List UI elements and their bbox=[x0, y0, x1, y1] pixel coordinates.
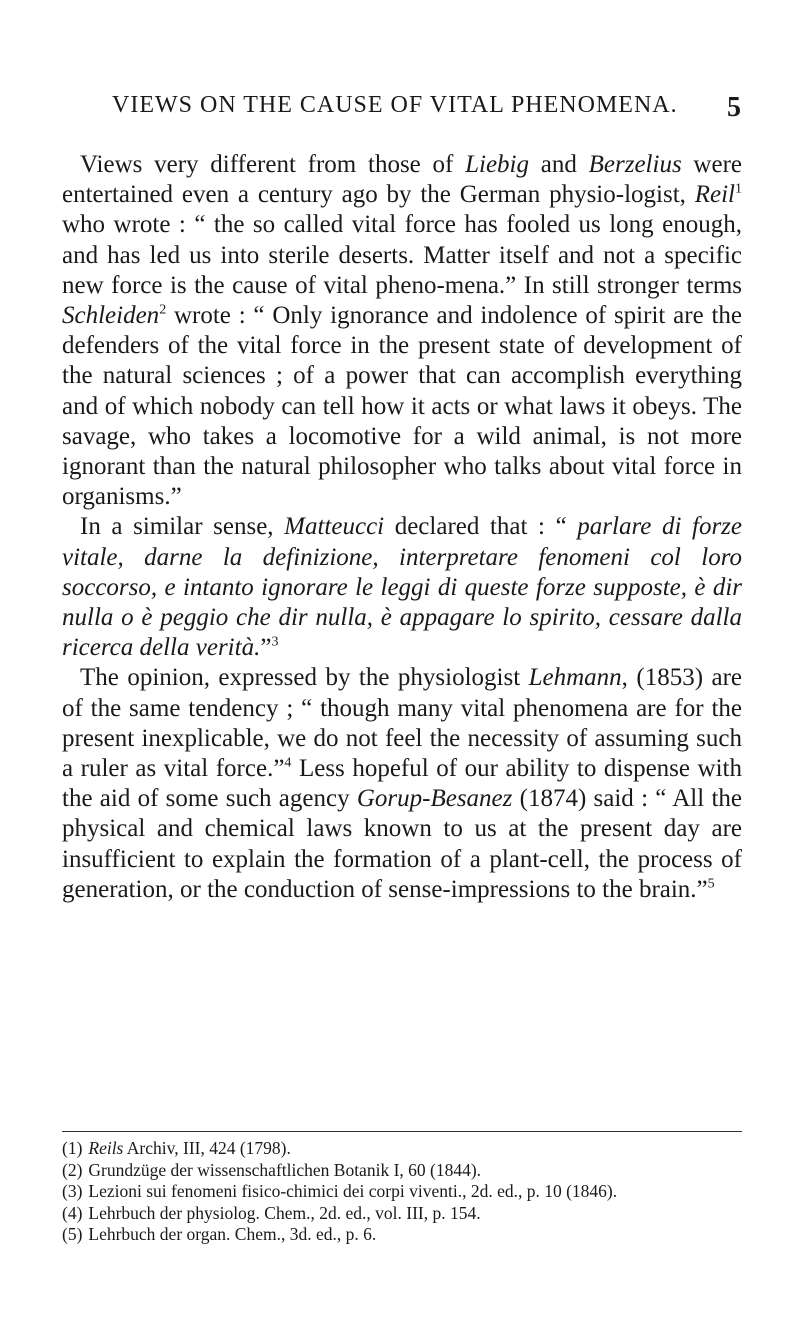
body-text bbox=[62, 150, 742, 905]
footnote-ref-2: 2 bbox=[159, 302, 167, 318]
name-gorup-besanez: Gorup-Besanez bbox=[356, 785, 513, 813]
name-reil: Reil bbox=[694, 181, 735, 209]
footnote: (4) Lehrbuch der physiolog. Chem., 2d. ed., vol. III, p. 154. bbox=[62, 1202, 481, 1223]
paragraph-2: In a similar sense, Matteucci declared that : “ parlare di forze vitale, darne la definizione, interpretare fenomeni col loro soccorso, e intanto ignorare le leggi di queste forze supposte, è dir nulla o è peggio che dir nulla, è appagare lo spirito, cessare dalla ricerca della verità.”$^3$ bbox=[62, 513, 742, 662]
footnote-ref-4: 4 bbox=[284, 755, 292, 771]
name-matteucci: Matteucci bbox=[284, 513, 385, 541]
paragraph-1: Views very different from those of Liebig and Berzelius were entertained even a century ago by the German physio-logist, Reil$^1$ who wrote : “ the so called vital force has fooled us long enough, and has led us into sterile deserts. Matter itself and not a specific new force is the cause of vital pheno-mena.” In still stronger terms Schleiden$^2$ wrote : “ Only ignorance and indolence of spirit are the defenders of the vital force in the present state of development of the natural sciences ; of a power that can accomplish everything and of which nobody can tell how it acts or what laws it obeys. The savage, who takes a locomotive for a wild animal, is not more ignorant than the natural philosopher who talks about vital force in organisms.” bbox=[62, 151, 742, 511]
footnote-ref-5: 5 bbox=[707, 876, 715, 892]
footnote-ref-1: 1 bbox=[735, 181, 742, 197]
running-head bbox=[112, 92, 742, 123]
footnote: (5) Lehrbuch der organ. Chem., 3d. ed., p. 6. bbox=[62, 1224, 377, 1244]
footnote: (2) Grundzüge der wissenschaftlichen Botanik I, 60 (1844). bbox=[62, 1159, 482, 1180]
name-liebig: Liebig bbox=[465, 151, 530, 178]
italian-quote: parlare di forze vitale, darne la definizione, interpretare fenomeni col loro soccorso, e intanto ignorare le leggi di queste forze supposte, è dir nulla o è peggio che dir nulla, è appagare lo spirito, cessare dalla ricerca della verità. bbox=[62, 513, 742, 662]
footnote-ref-3: 3 bbox=[271, 634, 279, 650]
footnote: (3) Lezioni sui fenomeni fisico-chimici dei corpi viventi., 2d. ed., p. 10 (1846). bbox=[62, 1181, 618, 1201]
page-number: 5 bbox=[727, 92, 742, 123]
name-schleiden: Schleiden bbox=[62, 302, 160, 330]
name-berzelius: Berzelius bbox=[588, 151, 682, 178]
name-lehmann: Lehmann bbox=[528, 664, 622, 692]
paragraph-3: The opinion, expressed by the physiologist Lehmann, (1853) are of the same tendency ; “ though many vital phenomena are for the present inexplicable, we do not feel the necessity of assuming such a ruler as vital force.”$^4$ Less hopeful of our ability to dispense with the aid of some such agency Gorup-Besanez (1874) said : “ All the physical and chemical laws known to us at the present day are insufficient to explain the formation of a plant-cell, the process of generation, or the conduction of sense-impressions to the brain.”$^5$ bbox=[62, 664, 742, 903]
footnote: (1) Reils Archiv, III, 424 (1798). bbox=[62, 1138, 291, 1158]
footnote-divider bbox=[62, 1131, 742, 1132]
footnotes bbox=[62, 1138, 742, 1246]
running-title: VIEWS ON THE CAUSE OF VITAL PHENOMENA. bbox=[112, 92, 678, 118]
